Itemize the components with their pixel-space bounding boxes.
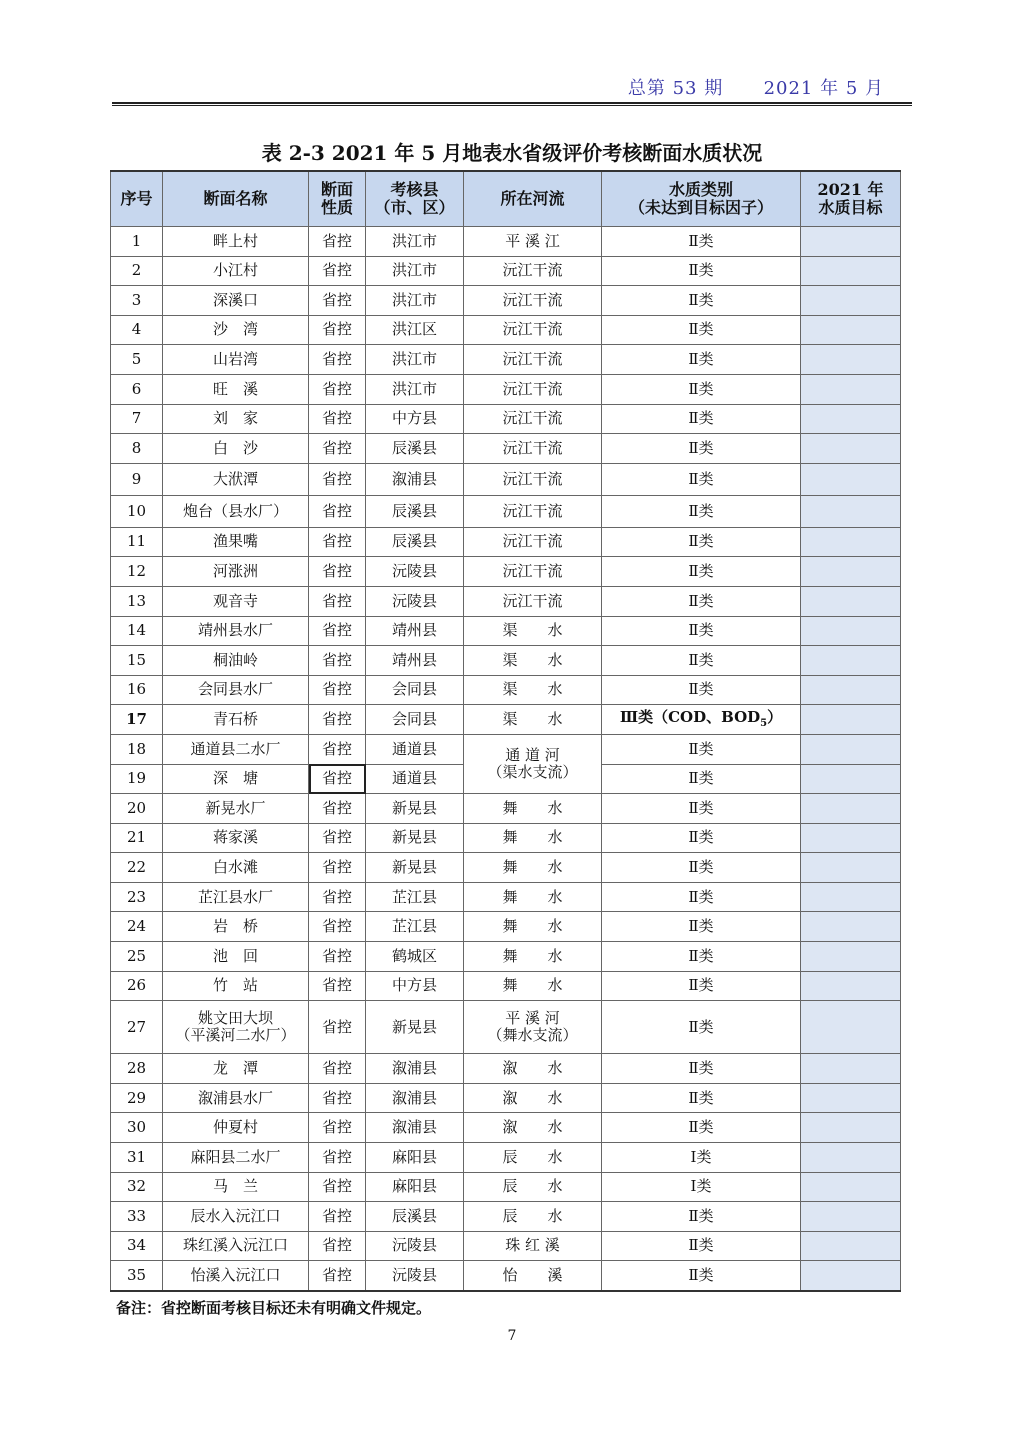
table-row — [111, 971, 901, 1001]
cell-class: Ⅱ类 — [602, 616, 801, 646]
table-row — [111, 557, 901, 587]
cell-target — [801, 434, 901, 464]
cell-county: 中方县 — [366, 404, 464, 434]
cell-county: 新晃县 — [366, 794, 464, 824]
cell-county: 洪江市 — [366, 256, 464, 286]
cell-county: 溆浦县 — [366, 463, 464, 495]
table-row — [111, 853, 901, 883]
cell-name: 溆浦县水厂 — [163, 1083, 309, 1113]
footnote: 备注：省控断面考核目标还未有明确文件规定。 — [116, 1299, 432, 1317]
cell-name: 芷江县水厂 — [163, 882, 309, 912]
cell-name: 旺 溪 — [163, 374, 309, 404]
cell-class: Ⅱ类 — [602, 794, 801, 824]
cell-county: 芷江县 — [366, 882, 464, 912]
cell-river: 辰 水 — [464, 1143, 602, 1173]
table-row — [111, 705, 901, 735]
cell-nature: 省控 — [309, 1143, 366, 1173]
cell-name: 姚文田大坝 （平溪河二水厂） — [163, 1001, 309, 1054]
cell-class: Ⅱ类 — [602, 586, 801, 616]
cell-target — [801, 942, 901, 972]
cell-name: 竹 站 — [163, 971, 309, 1001]
cell-river: 渠 水 — [464, 646, 602, 676]
cell-no: 31 — [111, 1143, 163, 1173]
cell-class: Ⅱ类 — [602, 286, 801, 316]
cell-target — [801, 1143, 901, 1173]
cell-name: 河涨洲 — [163, 557, 309, 587]
cell-nature: 省控 — [309, 374, 366, 404]
cell-name: 畔上村 — [163, 227, 309, 257]
cell-river: 舞 水 — [464, 823, 602, 853]
cell-county: 沅陵县 — [366, 1261, 464, 1291]
cell-name: 龙 潭 — [163, 1054, 309, 1084]
cell-river: 沅江干流 — [464, 557, 602, 587]
cell-county: 溆浦县 — [366, 1113, 464, 1143]
cell-nature: 省控 — [309, 434, 366, 464]
cell-class: Ⅱ类 — [602, 971, 801, 1001]
cell-no: 22 — [111, 853, 163, 883]
col-header-nature: 断面 性质 — [309, 171, 366, 227]
cell-river: 沅江干流 — [464, 586, 602, 616]
cell-no: 20 — [111, 794, 163, 824]
cell-county: 麻阳县 — [366, 1143, 464, 1173]
cell-class: Ⅰ类 — [602, 1172, 801, 1202]
cell-no: 14 — [111, 616, 163, 646]
cell-river: 渠 水 — [464, 705, 602, 735]
cell-no: 27 — [111, 1001, 163, 1054]
cell-river: 渠 水 — [464, 675, 602, 705]
cell-target — [801, 646, 901, 676]
cell-target — [801, 1083, 901, 1113]
cell-class: Ⅱ类 — [602, 734, 801, 764]
table-row — [111, 823, 901, 853]
cell-target — [801, 315, 901, 345]
cell-class: Ⅱ类 — [602, 256, 801, 286]
cell-county: 溆浦县 — [366, 1054, 464, 1084]
header-rule-thin — [112, 105, 912, 106]
cell-nature: 省控 — [309, 675, 366, 705]
cell-no: 13 — [111, 586, 163, 616]
cell-county: 沅陵县 — [366, 557, 464, 587]
cell-class: Ⅱ类 — [602, 1054, 801, 1084]
cell-county: 沅陵县 — [366, 1231, 464, 1261]
cell-river: 怡 溪 — [464, 1261, 602, 1291]
cell-target — [801, 557, 901, 587]
cell-target — [801, 912, 901, 942]
cell-river: 舞 水 — [464, 794, 602, 824]
cell-class: Ⅱ类 — [602, 942, 801, 972]
cell-target — [801, 705, 901, 735]
cell-nature: 省控 — [309, 823, 366, 853]
issue-number: 总第 53 期 — [627, 78, 724, 99]
cell-nature: 省控 — [309, 1172, 366, 1202]
cell-no: 9 — [111, 463, 163, 495]
cell-no: 2 — [111, 256, 163, 286]
cell-river: 舞 水 — [464, 882, 602, 912]
cell-name: 马 兰 — [163, 1172, 309, 1202]
cell-name: 观音寺 — [163, 586, 309, 616]
cell-nature: 省控 — [309, 764, 366, 794]
cell-no: 12 — [111, 557, 163, 587]
cell-no: 29 — [111, 1083, 163, 1113]
cell-no: 8 — [111, 434, 163, 464]
cell-river: 沅江干流 — [464, 315, 602, 345]
cell-target — [801, 616, 901, 646]
cell-name: 刘 家 — [163, 404, 309, 434]
cell-county: 沅陵县 — [366, 586, 464, 616]
cell-county: 新晃县 — [366, 823, 464, 853]
cell-name: 怡溪入沅江口 — [163, 1261, 309, 1291]
cell-class: Ⅱ类 — [602, 823, 801, 853]
cell-river: 沅江干流 — [464, 527, 602, 557]
cell-no: 28 — [111, 1054, 163, 1084]
cell-class: Ⅱ类 — [602, 404, 801, 434]
cell-no: 25 — [111, 942, 163, 972]
table-row — [111, 1083, 901, 1113]
cell-class: Ⅱ类 — [602, 675, 801, 705]
table-row — [111, 1054, 901, 1084]
cell-name: 麻阳县二水厂 — [163, 1143, 309, 1173]
cell-target — [801, 256, 901, 286]
cell-target — [801, 853, 901, 883]
cell-target — [801, 527, 901, 557]
cell-name: 新晃水厂 — [163, 794, 309, 824]
cell-river: 舞 水 — [464, 942, 602, 972]
cell-county: 靖州县 — [366, 646, 464, 676]
cell-name: 仲夏村 — [163, 1113, 309, 1143]
cell-name: 通道县二水厂 — [163, 734, 309, 764]
cell-county: 辰溪县 — [366, 495, 464, 527]
header-rule — [112, 102, 912, 104]
cell-river: 沅江干流 — [464, 286, 602, 316]
table-row — [111, 942, 901, 972]
cell-no: 34 — [111, 1231, 163, 1261]
cell-nature: 省控 — [309, 463, 366, 495]
cell-river: 溆 水 — [464, 1054, 602, 1084]
cell-no: 26 — [111, 971, 163, 1001]
cell-river: 珠 红 溪 — [464, 1231, 602, 1261]
table-row — [111, 404, 901, 434]
table-row — [111, 616, 901, 646]
table-row — [111, 315, 901, 345]
cell-target — [801, 463, 901, 495]
cell-river: 沅江干流 — [464, 463, 602, 495]
cell-river: 辰 水 — [464, 1172, 602, 1202]
table-row — [111, 1143, 901, 1173]
cell-class: Ⅱ类 — [602, 495, 801, 527]
table-row — [111, 675, 901, 705]
cell-target — [801, 286, 901, 316]
table-row — [111, 646, 901, 676]
cell-name: 岩 桥 — [163, 912, 309, 942]
cell-county: 麻阳县 — [366, 1172, 464, 1202]
cell-name: 珠红溪入沅江口 — [163, 1231, 309, 1261]
cell-county: 辰溪县 — [366, 1202, 464, 1232]
cell-target — [801, 227, 901, 257]
table-row — [111, 1231, 901, 1261]
cell-class: Ⅱ类 — [602, 315, 801, 345]
cell-no: 1 — [111, 227, 163, 257]
cell-no: 23 — [111, 882, 163, 912]
cell-name: 炮台（县水厂） — [163, 495, 309, 527]
cell-county: 会同县 — [366, 705, 464, 735]
cell-class: Ⅱ类 — [602, 882, 801, 912]
cell-target — [801, 1261, 901, 1291]
cell-river: 沅江干流 — [464, 256, 602, 286]
cell-no: 4 — [111, 315, 163, 345]
cell-nature: 省控 — [309, 286, 366, 316]
cell-river: 沅江干流 — [464, 404, 602, 434]
col-header-class: 水质类别 （未达到目标因子） — [602, 171, 801, 227]
cell-target — [801, 495, 901, 527]
page-header — [628, 74, 884, 100]
cell-target — [801, 1202, 901, 1232]
cell-class: Ⅱ类 — [602, 434, 801, 464]
cell-class: Ⅱ类 — [602, 1083, 801, 1113]
cell-nature: 省控 — [309, 734, 366, 764]
cell-county: 会同县 — [366, 675, 464, 705]
cell-county: 新晃县 — [366, 853, 464, 883]
cell-no: 30 — [111, 1113, 163, 1143]
table-row — [111, 1001, 901, 1054]
page-number: 7 — [507, 1328, 517, 1344]
cell-nature: 省控 — [309, 345, 366, 375]
cell-river: 溆 水 — [464, 1113, 602, 1143]
table-row — [111, 882, 901, 912]
cell-name: 白水滩 — [163, 853, 309, 883]
cell-nature: 省控 — [309, 705, 366, 735]
cell-nature: 省控 — [309, 586, 366, 616]
cell-name: 小江村 — [163, 256, 309, 286]
cell-nature: 省控 — [309, 1231, 366, 1261]
cell-nature: 省控 — [309, 1202, 366, 1232]
cell-class: Ⅱ类 — [602, 557, 801, 587]
cell-county: 辰溪县 — [366, 434, 464, 464]
cell-nature: 省控 — [309, 1261, 366, 1291]
cell-no: 5 — [111, 345, 163, 375]
cell-class: Ⅱ类 — [602, 345, 801, 375]
cell-nature: 省控 — [309, 557, 366, 587]
cell-no: 24 — [111, 912, 163, 942]
cell-county: 洪江市 — [366, 345, 464, 375]
cell-river: 沅江干流 — [464, 495, 602, 527]
cell-river-merged: 通 道 河 （渠水支流） — [464, 734, 602, 793]
cell-target — [801, 794, 901, 824]
cell-river: 舞 水 — [464, 853, 602, 883]
table-row — [111, 912, 901, 942]
cell-river: 辰 水 — [464, 1202, 602, 1232]
cell-name: 靖州县水厂 — [163, 616, 309, 646]
cell-name: 山岩湾 — [163, 345, 309, 375]
cell-nature: 省控 — [309, 882, 366, 912]
cell-nature: 省控 — [309, 315, 366, 345]
cell-class: Ⅱ类 — [602, 1231, 801, 1261]
table-row — [111, 256, 901, 286]
cell-county: 辰溪县 — [366, 527, 464, 557]
table-row — [111, 1261, 901, 1291]
cell-river: 平 溪 河 （舞水支流） — [464, 1001, 602, 1054]
cell-target — [801, 1231, 901, 1261]
cell-name: 沙 湾 — [163, 315, 309, 345]
cell-target — [801, 971, 901, 1001]
cell-no: 19 — [111, 764, 163, 794]
cell-target — [801, 764, 901, 794]
cell-nature: 省控 — [309, 942, 366, 972]
cell-name: 白 沙 — [163, 434, 309, 464]
cell-class: Ⅱ类 — [602, 853, 801, 883]
cell-nature: 省控 — [309, 912, 366, 942]
col-header-river: 所在河流 — [464, 171, 602, 227]
cell-class: Ⅱ类 — [602, 527, 801, 557]
cell-name: 会同县水厂 — [163, 675, 309, 705]
table-row — [111, 734, 901, 764]
cell-no: 16 — [111, 675, 163, 705]
cell-class: Ⅲ类（COD、$BOD_5$） — [602, 705, 801, 735]
cell-river: 舞 水 — [464, 971, 602, 1001]
cell-target — [801, 404, 901, 434]
cell-class: Ⅱ类 — [602, 1001, 801, 1054]
table-row — [111, 495, 901, 527]
table-row — [111, 227, 901, 257]
cell-no: 15 — [111, 646, 163, 676]
table-row — [111, 1202, 901, 1232]
cell-county: 洪江市 — [366, 227, 464, 257]
cell-target — [801, 1054, 901, 1084]
cell-target — [801, 374, 901, 404]
cell-no: 33 — [111, 1202, 163, 1232]
cell-target — [801, 675, 901, 705]
cell-river: 平 溪 江 — [464, 227, 602, 257]
cell-class: Ⅱ类 — [602, 1113, 801, 1143]
cell-class: Ⅰ类 — [602, 1143, 801, 1173]
cell-nature: 省控 — [309, 646, 366, 676]
cell-county: 芷江县 — [366, 912, 464, 942]
cell-class: Ⅱ类 — [602, 1261, 801, 1291]
cell-class: Ⅱ类 — [602, 463, 801, 495]
cell-nature: 省控 — [309, 495, 366, 527]
cell-target — [801, 345, 901, 375]
table-row — [111, 345, 901, 375]
cell-name: 蒋家溪 — [163, 823, 309, 853]
cell-nature: 省控 — [309, 1113, 366, 1143]
cell-name: 深溪口 — [163, 286, 309, 316]
table-title: 表 2-3 2021 年 5 月地表水省级评价考核断面水质状况 — [261, 141, 763, 165]
cell-name: 青石桥 — [163, 705, 309, 735]
cell-name: 池 回 — [163, 942, 309, 972]
cell-no: 11 — [111, 527, 163, 557]
cell-name: 渔果嘴 — [163, 527, 309, 557]
table-header-row — [111, 171, 901, 227]
cell-nature: 省控 — [309, 1054, 366, 1084]
cell-county: 洪江区 — [366, 315, 464, 345]
cell-name: 大洑潭 — [163, 463, 309, 495]
cell-class: Ⅱ类 — [602, 227, 801, 257]
cell-target — [801, 586, 901, 616]
cell-county: 洪江市 — [366, 286, 464, 316]
cell-no: 21 — [111, 823, 163, 853]
cell-no: 17 — [111, 705, 163, 735]
cell-no: 35 — [111, 1261, 163, 1291]
col-header-name: 断面名称 — [163, 171, 309, 227]
cell-no: 7 — [111, 404, 163, 434]
cell-nature: 省控 — [309, 1001, 366, 1054]
cell-nature: 省控 — [309, 1083, 366, 1113]
cell-nature: 省控 — [309, 971, 366, 1001]
cell-river: 溆 水 — [464, 1083, 602, 1113]
table-row — [111, 794, 901, 824]
table-row — [111, 527, 901, 557]
table-row — [111, 434, 901, 464]
cell-river: 沅江干流 — [464, 374, 602, 404]
cell-target — [801, 1113, 901, 1143]
cell-county: 新晃县 — [366, 1001, 464, 1054]
cell-county: 鹤城区 — [366, 942, 464, 972]
col-header-county: 考核县 （市、区） — [366, 171, 464, 227]
col-header-no: 序号 — [111, 171, 163, 227]
cell-target — [801, 1172, 901, 1202]
cell-class: Ⅱ类 — [602, 374, 801, 404]
table-row — [111, 286, 901, 316]
cell-target — [801, 1001, 901, 1054]
table-row — [111, 1113, 901, 1143]
cell-county: 通道县 — [366, 734, 464, 764]
cell-river: 沅江干流 — [464, 434, 602, 464]
cell-nature: 省控 — [309, 616, 366, 646]
cell-nature: 省控 — [309, 404, 366, 434]
cell-target — [801, 734, 901, 764]
cell-river: 沅江干流 — [464, 345, 602, 375]
issue-date: 2021 年 5 月 — [763, 78, 884, 99]
cell-county: 靖州县 — [366, 616, 464, 646]
cell-county: 溆浦县 — [366, 1083, 464, 1113]
cell-no: 10 — [111, 495, 163, 527]
cell-nature: 省控 — [309, 853, 366, 883]
cell-nature: 省控 — [309, 794, 366, 824]
cell-class: Ⅱ类 — [602, 646, 801, 676]
cell-county: 洪江市 — [366, 374, 464, 404]
cell-county: 中方县 — [366, 971, 464, 1001]
cell-no: 18 — [111, 734, 163, 764]
cell-nature: 省控 — [309, 256, 366, 286]
table-row — [111, 586, 901, 616]
cell-nature: 省控 — [309, 227, 366, 257]
cell-class: Ⅱ类 — [602, 912, 801, 942]
cell-name: 深 塘 — [163, 764, 309, 794]
cell-no: 6 — [111, 374, 163, 404]
cell-target — [801, 882, 901, 912]
cell-no: 32 — [111, 1172, 163, 1202]
cell-river: 渠 水 — [464, 616, 602, 646]
table-row — [111, 1172, 901, 1202]
cell-class: Ⅱ类 — [602, 764, 801, 794]
water-quality-table — [110, 170, 901, 1292]
table-row — [111, 463, 901, 495]
cell-river: 舞 水 — [464, 912, 602, 942]
col-header-target: 2021 年 水质目标 — [801, 171, 901, 227]
table-row — [111, 374, 901, 404]
cell-class: Ⅱ类 — [602, 1202, 801, 1232]
cell-name: 辰水入沅江口 — [163, 1202, 309, 1232]
cell-no: 3 — [111, 286, 163, 316]
cell-target — [801, 823, 901, 853]
cell-name: 桐油岭 — [163, 646, 309, 676]
cell-nature: 省控 — [309, 527, 366, 557]
cell-county: 通道县 — [366, 764, 464, 794]
